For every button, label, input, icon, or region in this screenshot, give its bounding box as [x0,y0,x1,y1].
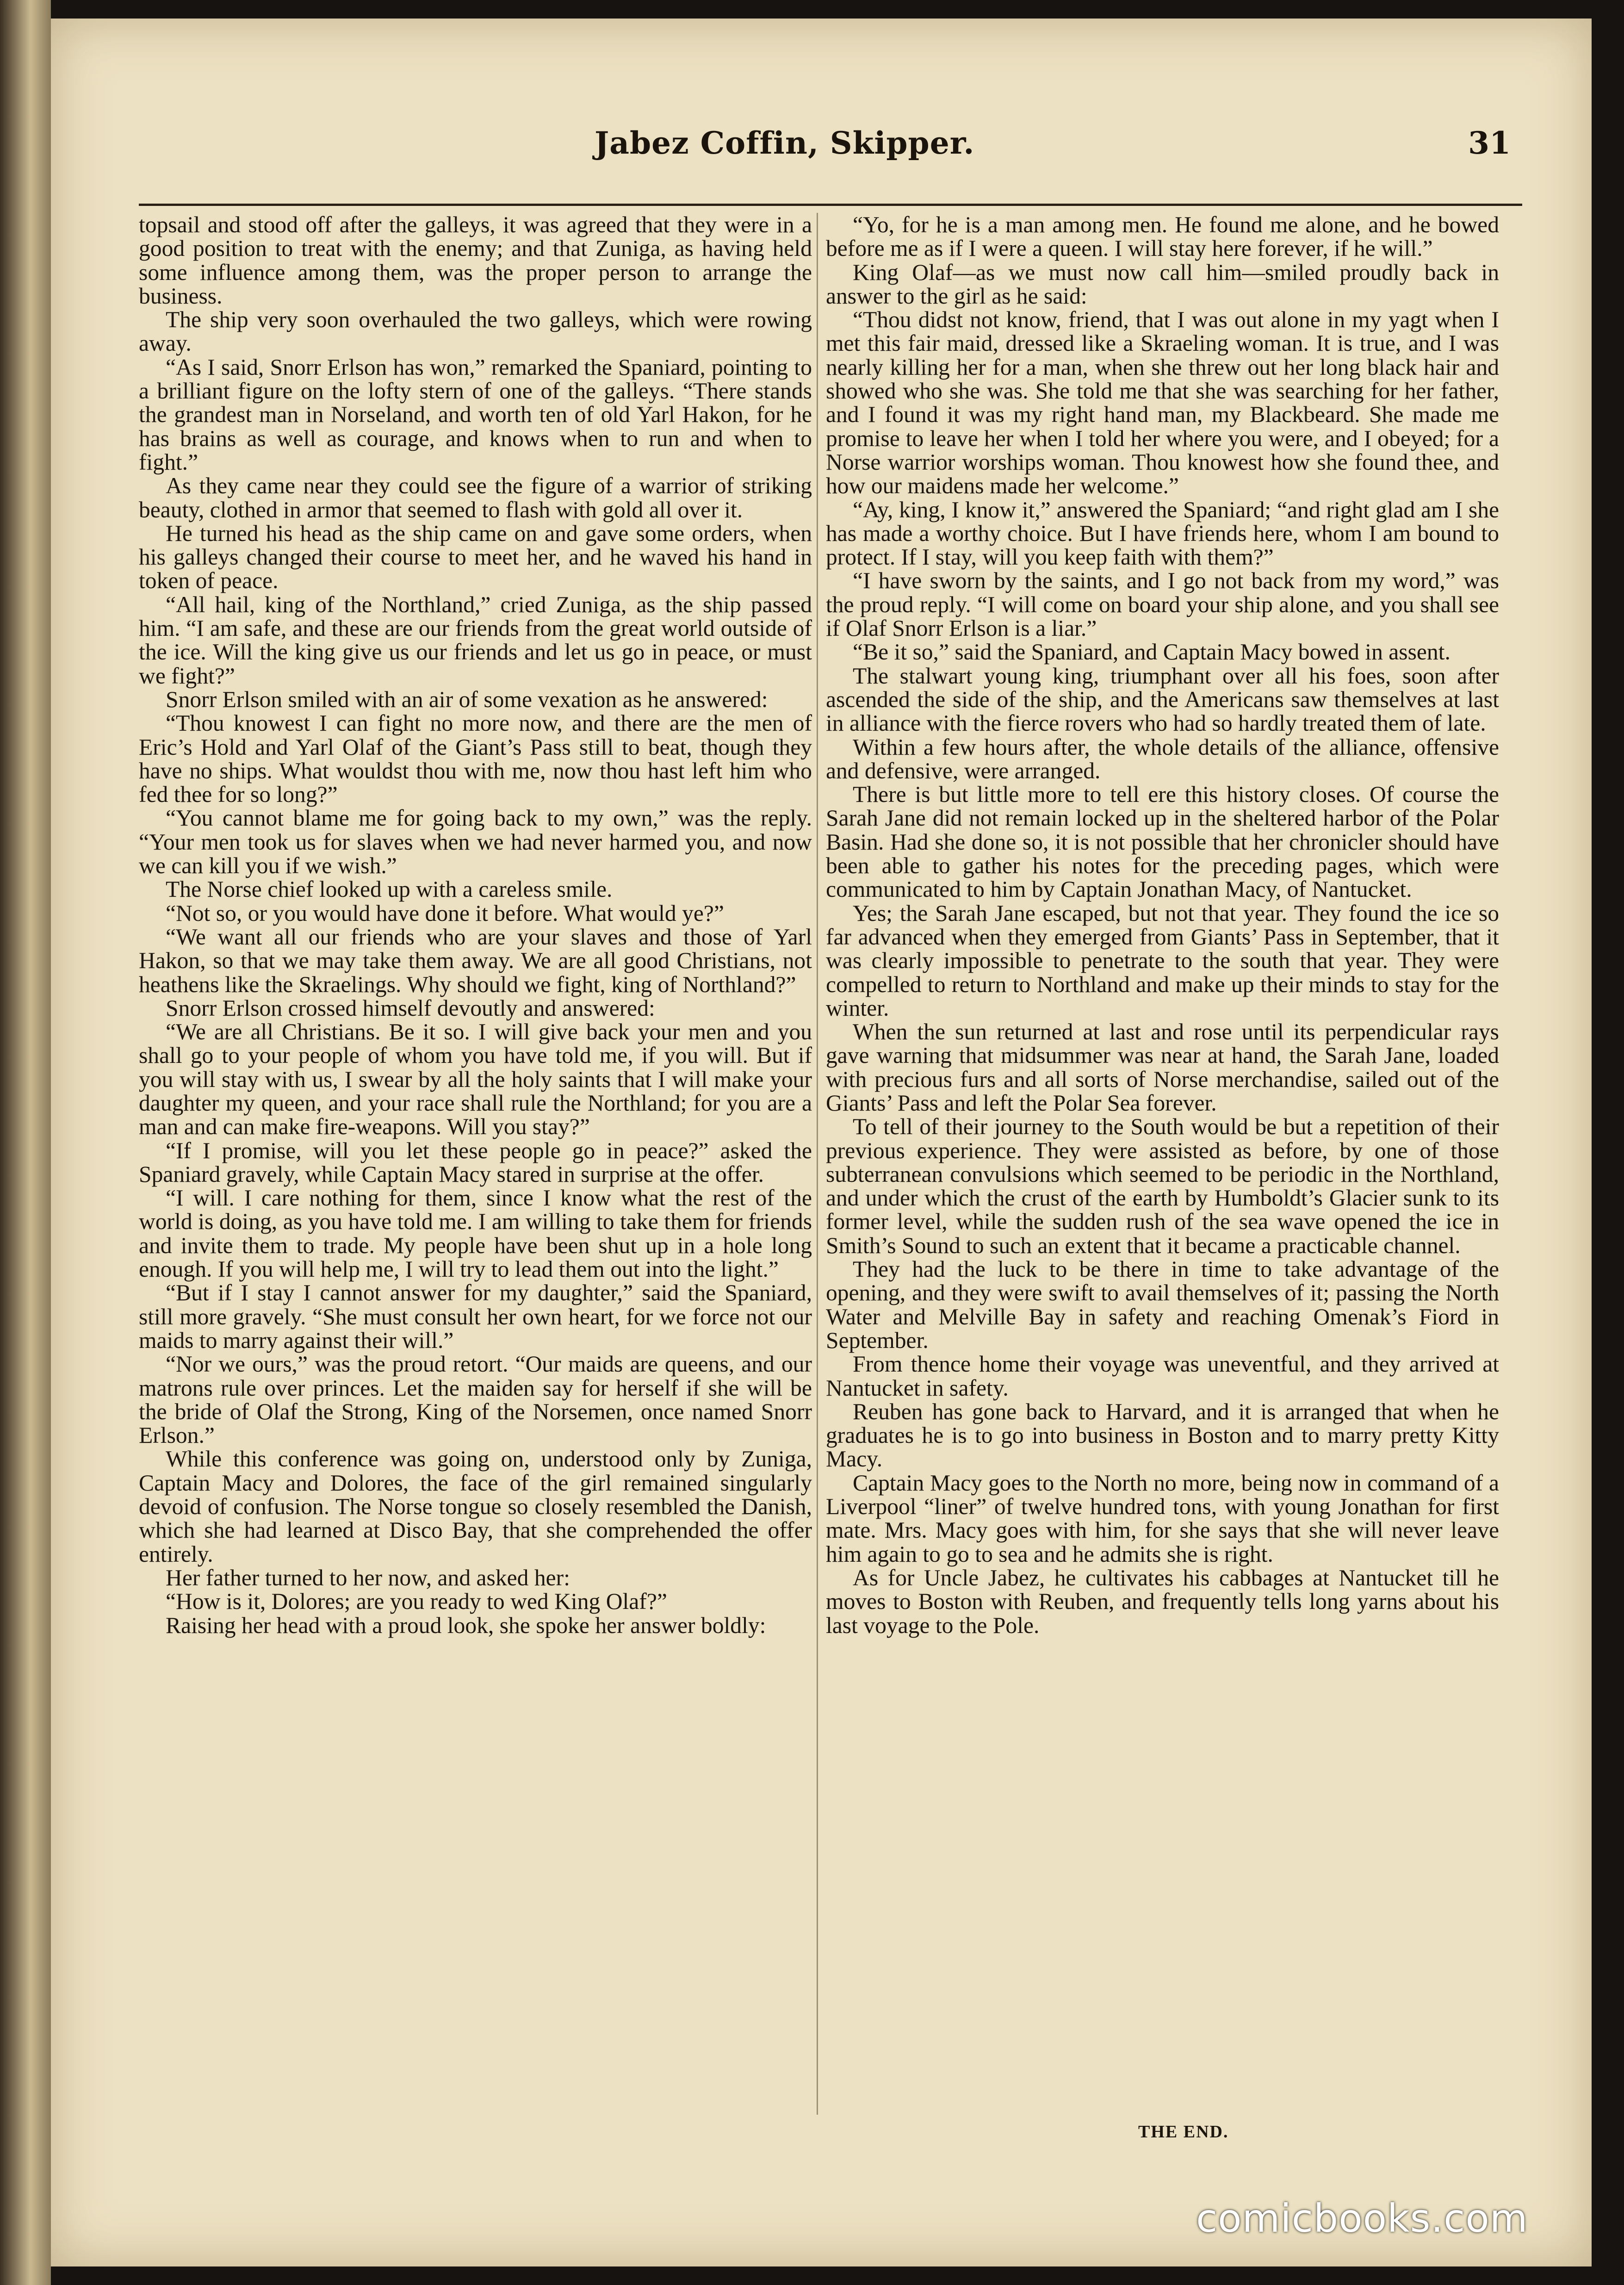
paragraph: “As I said, Snorr Erlson has won,” remarked the Spaniard, pointing to a brilliant figure on the lofty stern of one of the galleys. “There stands the grandest man in Norseland, and worth ten of old Yarl Hakon, for he has brains as well as courage, and knows when to run and when to fight.” [139,354,812,475]
watermark-text: comicbooks.com [1196,2196,1528,2241]
paragraph: He turned his head as the ship came on and gave some orders, when his galleys changed their course to meet her, and he waved his hand in token of peace. [139,520,812,594]
paragraph: From thence home their voyage was uneventful, and they arrived at Nantucket in safety. [826,1351,1499,1401]
paragraph: While this conference was going on, understood only by Zuniga, Captain Macy and Dolores, the face of the girl remained singularly devoid of confusion. The Norse tongue so closely resembled the Danish, which she had learned at Disco Bay, that she comprehended the offer entirely. [139,1446,812,1567]
paragraph: “I will. I care nothing for them, since I know what the rest of the world is doing, as you have told me. I am willing to take them for friends and invite them to trade. My people have been shut up in a hole long enough. If you will help me, I will try to lead them out into the light.” [139,1185,812,1282]
paragraph: Captain Macy goes to the North no more, being now in command of a Liverpool “liner” of twelve hundred tons, with young Jonathan for first mate. Mrs. Macy goes with him, for she says that she will never leave him again to go to sea and he admits she is right. [826,1470,1499,1567]
paragraph: “You cannot blame me for going back to my own,” was the reply. “Your men took us for slaves when we had never harmed you, and now we can kill you if we wish.” [139,805,812,879]
page-number: 31 [1468,125,1511,161]
binding-edge [0,0,51,2285]
paragraph: There is but little more to tell ere this history closes. Of course the Sarah Jane did not remain locked up in the sheltered harbor of the Polar Basin. Had she done so, it is not possible that her chronicler should have been able to gather his notes for the preceding pages, which were communicated to him by Captain Jonathan Macy, of Nantucket. [826,782,1499,902]
running-header [51,125,1592,176]
paragraph: Snorr Erlson smiled with an air of some vexation as he answered: [166,686,768,712]
paragraph: “Not so, or you would have done it before. What would ye?” [166,900,724,926]
left-column [139,213,812,1637]
paragraph: The stalwart young king, triumphant over all his foes, soon after ascended the side of the ship, and the Americans saw themselves at last in alliance with the fierce rovers who had so hardly treated them of late. [826,663,1499,736]
paragraph: King Olaf—as we must now call him—smiled proudly back in answer to the girl as he said: [826,259,1499,309]
the-end-label: THE END. [1138,2122,1229,2142]
paragraph: “Ay, king, I know it,” answered the Spaniard; “and right glad am I she has made a worthy choice. But I have friends here, whom I am bound to protect. If I stay, will you keep faith with them?” [826,497,1499,570]
paragraph: When the sun returned at last and rose until its perpendicular rays gave warning that midsummer was near at hand, the Sarah Jane, loaded with precious furs and all sorts of Norse merchandise, sailed out of the Giants’ Pass and left the Polar Sea forever. [826,1019,1499,1116]
paragraph: Yes; the Sarah Jane escaped, but not that year. They found the ice so far advanced when they emerged from Giants’ Pass in September, that it was clearly impossible to penetrate to the south that year. They were compelled to return to Northland and make up their minds to stay for the winter. [826,900,1499,1021]
paragraph: The ship very soon overhauled the two galleys, which were rowing away. [139,307,812,356]
paragraph: “Yo, for he is a man among men. He found me alone, and he bowed before me as if I were a queen. I will stay here forever, if he will.” [826,212,1499,261]
paragraph: Raising her head with a proud look, she spoke her answer boldly: [166,1612,766,1638]
paragraph: As for Uncle Jabez, he cultivates his cabbages at Nantucket till he moves to Boston with Reuben, and frequently tells long yarns about his last voyage to the Pole. [826,1565,1499,1638]
paragraph: “I have sworn by the saints, and I go not back from my word,” was the proud reply. “I will come on board your ship alone, and you shall see if Olaf Snorr Erlson is a liar.” [826,568,1499,641]
paragraph: Snorr Erlson crossed himself devoutly and answered: [166,995,655,1021]
paragraph: “We are all Christians. Be it so. I will give back your men and you shall go to your people of whom you have told me, if you will. But if you will stay with us, I swear by all the holy saints that I will make your daughter my queen, and your race shall rule the Northland; for you are a man and can make fire-weapons. Will you stay?” [139,1019,812,1140]
paragraph: Her father turned to her now, and asked her: [166,1565,570,1590]
book-page [51,19,1592,2266]
paragraph: “Thou knowest I can fight no more now, and there are the men of Eric’s Hold and Yarl Olaf of the Giant’s Pass still to beat, though they have no ships. What wouldst thou with me, now thou hast left him who fed thee for so long?” [139,710,812,807]
paragraph: The Norse chief looked up with a careless smile. [166,876,613,902]
paragraph: “If I promise, will you let these people go in peace?” asked the Spaniard gravely, while Captain Macy stared in surprise at the offer. [139,1137,812,1187]
paragraph: “Thou didst not know, friend, that I was out alone in my yagt when I met this fair maid, dressed like a Skraeling woman. It is true, and I was nearly killing her for a man, when she threw out her long black hair and showed who she was. She told me that she was searching for her father, and I found it was my right hand man, my Blackbeard. She made me promise to leave her when I told her where you were, and I obeyed; for a Norse warrior worships woman. Thou knowest how she found thee, and how our maidens made her welcome.” [826,307,1499,499]
paragraph: “How is it, Dolores; are you ready to wed King Olaf?” [166,1589,667,1614]
paragraph: “Be it so,” said the Spaniard, and Captain Macy bowed in assent. [853,639,1450,665]
column-divider [817,213,818,2115]
paragraph: As they came near they could see the figure of a warrior of striking beauty, clothed in armor that seemed to flash with gold all over it. [139,473,812,522]
paragraph: Within a few hours after, the whole details of the alliance, offensive and defensive, were arranged. [826,734,1499,783]
header-rule [139,204,1522,206]
paragraph: Reuben has gone back to Harvard, and it is arranged that when he graduates he is to go into business in Boston and to marry pretty Kitty Macy. [826,1398,1499,1472]
running-title: Jabez Coffin, Skipper. [595,125,975,161]
right-column [826,213,1499,1637]
paragraph: They had the luck to be there in time to take advantage of the opening, and they were swift to avail themselves of it; passing the North Water and Melville Bay in safety and reaching Omenak’s Fiord in September. [826,1256,1499,1353]
paragraph: “Nor we ours,” was the proud retort. “Our maids are queens, and our matrons rule over princes. Let the maiden say for herself if she will be the bride of Olaf the Strong, King of the Norsemen, once named Snorr Erlson.” [139,1351,812,1448]
paragraph: “But if I stay I cannot answer for my daughter,” said the Spaniard, still more gravely. “She must consult her own heart, for we force not our maids to marry against their will.” [139,1280,812,1353]
paragraph: To tell of their journey to the South would be but a repetition of their previous experience. They were assisted as before, by one of those subterranean convulsions which seemed to be periodic in the Northland, and under which the crust of the earth by Humboldt’s Glacier sunk to its former level, while the sudden rush of the sea wave opened the ice in Smith’s Sound to such an extent that it became a practicable channel. [826,1114,1499,1258]
paragraph: topsail and stood off after the galleys, it was agreed that they were in a good position to treat with the enemy; and that Zuniga, as having held some influence among them, was the proper person to arrange the business. [139,212,812,309]
paragraph: “All hail, king of the Northland,” cried Zuniga, as the ship passed him. “I am safe, and these are our friends from the great world outside of the ice. Will the king give us our friends and let us go in peace, or must we fight?” [139,591,812,689]
paragraph: “We want all our friends who are your slaves and those of Yarl Hakon, so that we may take them away. We are all good Christians, not heathens like the Skraelings. Why should we fight, king of Northland?” [139,924,812,997]
